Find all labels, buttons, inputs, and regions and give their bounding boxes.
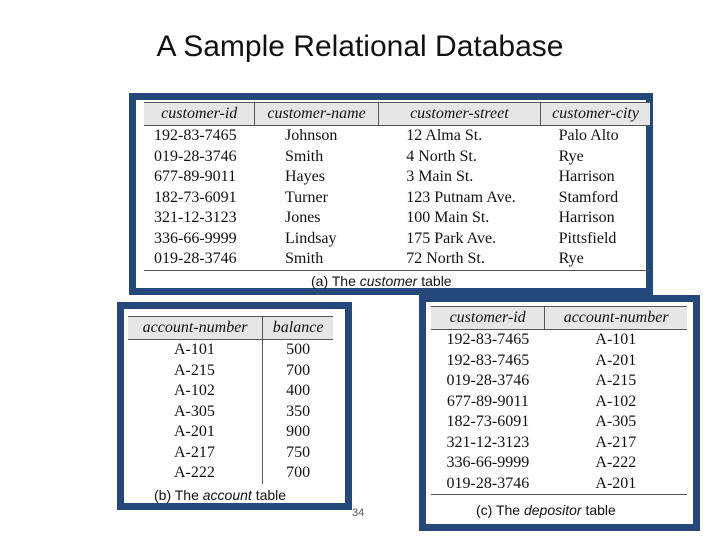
customer-table-panel bbox=[129, 93, 653, 295]
table-cell: 700 bbox=[263, 463, 333, 484]
table-row bbox=[431, 330, 687, 351]
account-table-header-row bbox=[128, 317, 333, 340]
table-cell: A-215 bbox=[174, 361, 215, 379]
table-row bbox=[431, 433, 687, 454]
column-header: account-number bbox=[545, 307, 687, 330]
table-row bbox=[144, 249, 650, 270]
table-cell: A-217 bbox=[174, 443, 215, 461]
table-row bbox=[128, 463, 333, 484]
table-cell: 12 Alma St. bbox=[406, 127, 483, 145]
depositor-table-header-row bbox=[431, 307, 687, 330]
caption-table-name: depositor bbox=[523, 502, 582, 518]
table-cell: A-222 bbox=[595, 454, 637, 472]
account-table bbox=[128, 316, 333, 484]
table-cell: A-201 bbox=[174, 423, 215, 441]
table-row bbox=[144, 126, 650, 147]
table-row bbox=[128, 381, 333, 402]
table-cell: 72 North St. bbox=[406, 250, 485, 268]
table-cell: 350 bbox=[263, 402, 333, 423]
table-row bbox=[128, 422, 333, 443]
table-row bbox=[128, 340, 333, 361]
table-cell: Turner bbox=[284, 188, 328, 206]
table-cell: A-102 bbox=[595, 392, 637, 410]
caption-suffix: table bbox=[581, 502, 616, 518]
table-cell: Stamford bbox=[558, 188, 619, 206]
table-row bbox=[431, 392, 687, 413]
column-header: customer-name bbox=[255, 103, 378, 126]
table-row bbox=[431, 351, 687, 372]
table-cell: 3 Main St. bbox=[406, 168, 474, 186]
table-cell: 677-89-9011 bbox=[446, 392, 529, 410]
table-cell: A-305 bbox=[595, 413, 637, 431]
table-cell: Harrison bbox=[558, 209, 615, 227]
table-row bbox=[144, 188, 650, 209]
table-cell: 182-73-6091 bbox=[154, 188, 237, 206]
table-cell: 192-83-7465 bbox=[446, 331, 530, 349]
depositor-table-caption bbox=[476, 502, 616, 518]
caption-prefix: (a) The bbox=[311, 273, 360, 289]
table-row bbox=[431, 412, 687, 433]
column-header: customer-id bbox=[431, 307, 545, 330]
table-cell: 019-28-3746 bbox=[154, 250, 237, 268]
depositor-table bbox=[431, 306, 687, 495]
table-cell: Jones bbox=[284, 209, 321, 227]
table-cell: 182-73-6091 bbox=[446, 413, 530, 431]
table-row bbox=[431, 371, 687, 392]
table-cell: 900 bbox=[263, 422, 333, 443]
table-row bbox=[128, 361, 333, 382]
account-table-caption bbox=[154, 487, 286, 503]
column-header: balance bbox=[263, 317, 333, 340]
table-row bbox=[431, 474, 687, 495]
table-cell: A-222 bbox=[174, 464, 215, 482]
table-cell: Pittsfield bbox=[558, 229, 617, 247]
table-row bbox=[128, 443, 333, 464]
table-row bbox=[144, 208, 650, 229]
table-cell: Harrison bbox=[558, 168, 615, 186]
table-cell: 100 Main St. bbox=[406, 209, 490, 227]
table-cell: 123 Putnam Ave. bbox=[406, 188, 516, 206]
caption-prefix: (b) The bbox=[154, 487, 203, 503]
caption-suffix: table bbox=[251, 487, 287, 503]
table-cell: A-101 bbox=[595, 331, 637, 349]
table-cell: A-217 bbox=[595, 433, 637, 451]
column-header: customer-city bbox=[541, 103, 650, 126]
account-table-panel bbox=[117, 302, 352, 510]
table-cell: 019-28-3746 bbox=[154, 147, 237, 165]
table-cell: 192-83-7465 bbox=[154, 127, 237, 145]
slide-title bbox=[0, 30, 720, 64]
customer-table bbox=[144, 102, 650, 271]
table-cell: A-201 bbox=[595, 351, 637, 369]
table-cell: Lindsay bbox=[284, 229, 337, 247]
table-cell: 175 Park Ave. bbox=[406, 229, 497, 247]
table-cell: 500 bbox=[263, 340, 333, 361]
table-cell: 336-66-9999 bbox=[446, 454, 530, 472]
table-cell: 4 North St. bbox=[406, 147, 477, 165]
table-cell: A-101 bbox=[174, 341, 215, 359]
table-row bbox=[128, 402, 333, 423]
slide-title-text: A Sample Relational Database bbox=[156, 30, 564, 63]
caption-table-name: account bbox=[202, 487, 252, 503]
table-cell: 019-28-3746 bbox=[446, 372, 530, 390]
column-header: account-number bbox=[128, 317, 263, 340]
table-cell: Rye bbox=[558, 250, 584, 268]
table-cell: A-102 bbox=[174, 382, 215, 400]
customer-table-caption bbox=[311, 273, 452, 289]
depositor-table-panel bbox=[419, 295, 700, 531]
caption-prefix: (c) The bbox=[476, 502, 524, 518]
table-row bbox=[144, 147, 650, 168]
table-cell: Palo Alto bbox=[558, 127, 619, 145]
column-header: customer-id bbox=[144, 103, 255, 126]
table-cell: 321-12-3123 bbox=[446, 433, 530, 451]
table-cell: 019-28-3746 bbox=[446, 474, 530, 492]
table-cell: Rye bbox=[558, 147, 584, 165]
column-header: customer-street bbox=[378, 103, 540, 126]
table-cell: 677-89-9011 bbox=[154, 168, 237, 186]
table-cell: A-201 bbox=[595, 474, 637, 492]
table-cell: 750 bbox=[263, 443, 333, 464]
table-row bbox=[144, 229, 650, 250]
table-cell: Hayes bbox=[284, 168, 325, 186]
caption-table-name: customer bbox=[359, 273, 418, 289]
table-cell: Johnson bbox=[284, 127, 338, 145]
table-cell: 192-83-7465 bbox=[446, 351, 530, 369]
table-cell: Smith bbox=[284, 250, 324, 268]
table-cell: 321-12-3123 bbox=[154, 209, 237, 227]
table-cell: 400 bbox=[263, 381, 333, 402]
table-cell: 700 bbox=[263, 361, 333, 382]
table-row bbox=[431, 453, 687, 474]
table-row bbox=[144, 167, 650, 188]
table-cell: Smith bbox=[284, 147, 324, 165]
page-number: 34 bbox=[352, 507, 365, 519]
caption-suffix: table bbox=[417, 273, 452, 289]
table-cell: A-305 bbox=[174, 402, 215, 420]
table-cell: 336-66-9999 bbox=[154, 229, 237, 247]
table-cell: A-215 bbox=[595, 372, 637, 390]
customer-table-header-row bbox=[144, 103, 650, 126]
